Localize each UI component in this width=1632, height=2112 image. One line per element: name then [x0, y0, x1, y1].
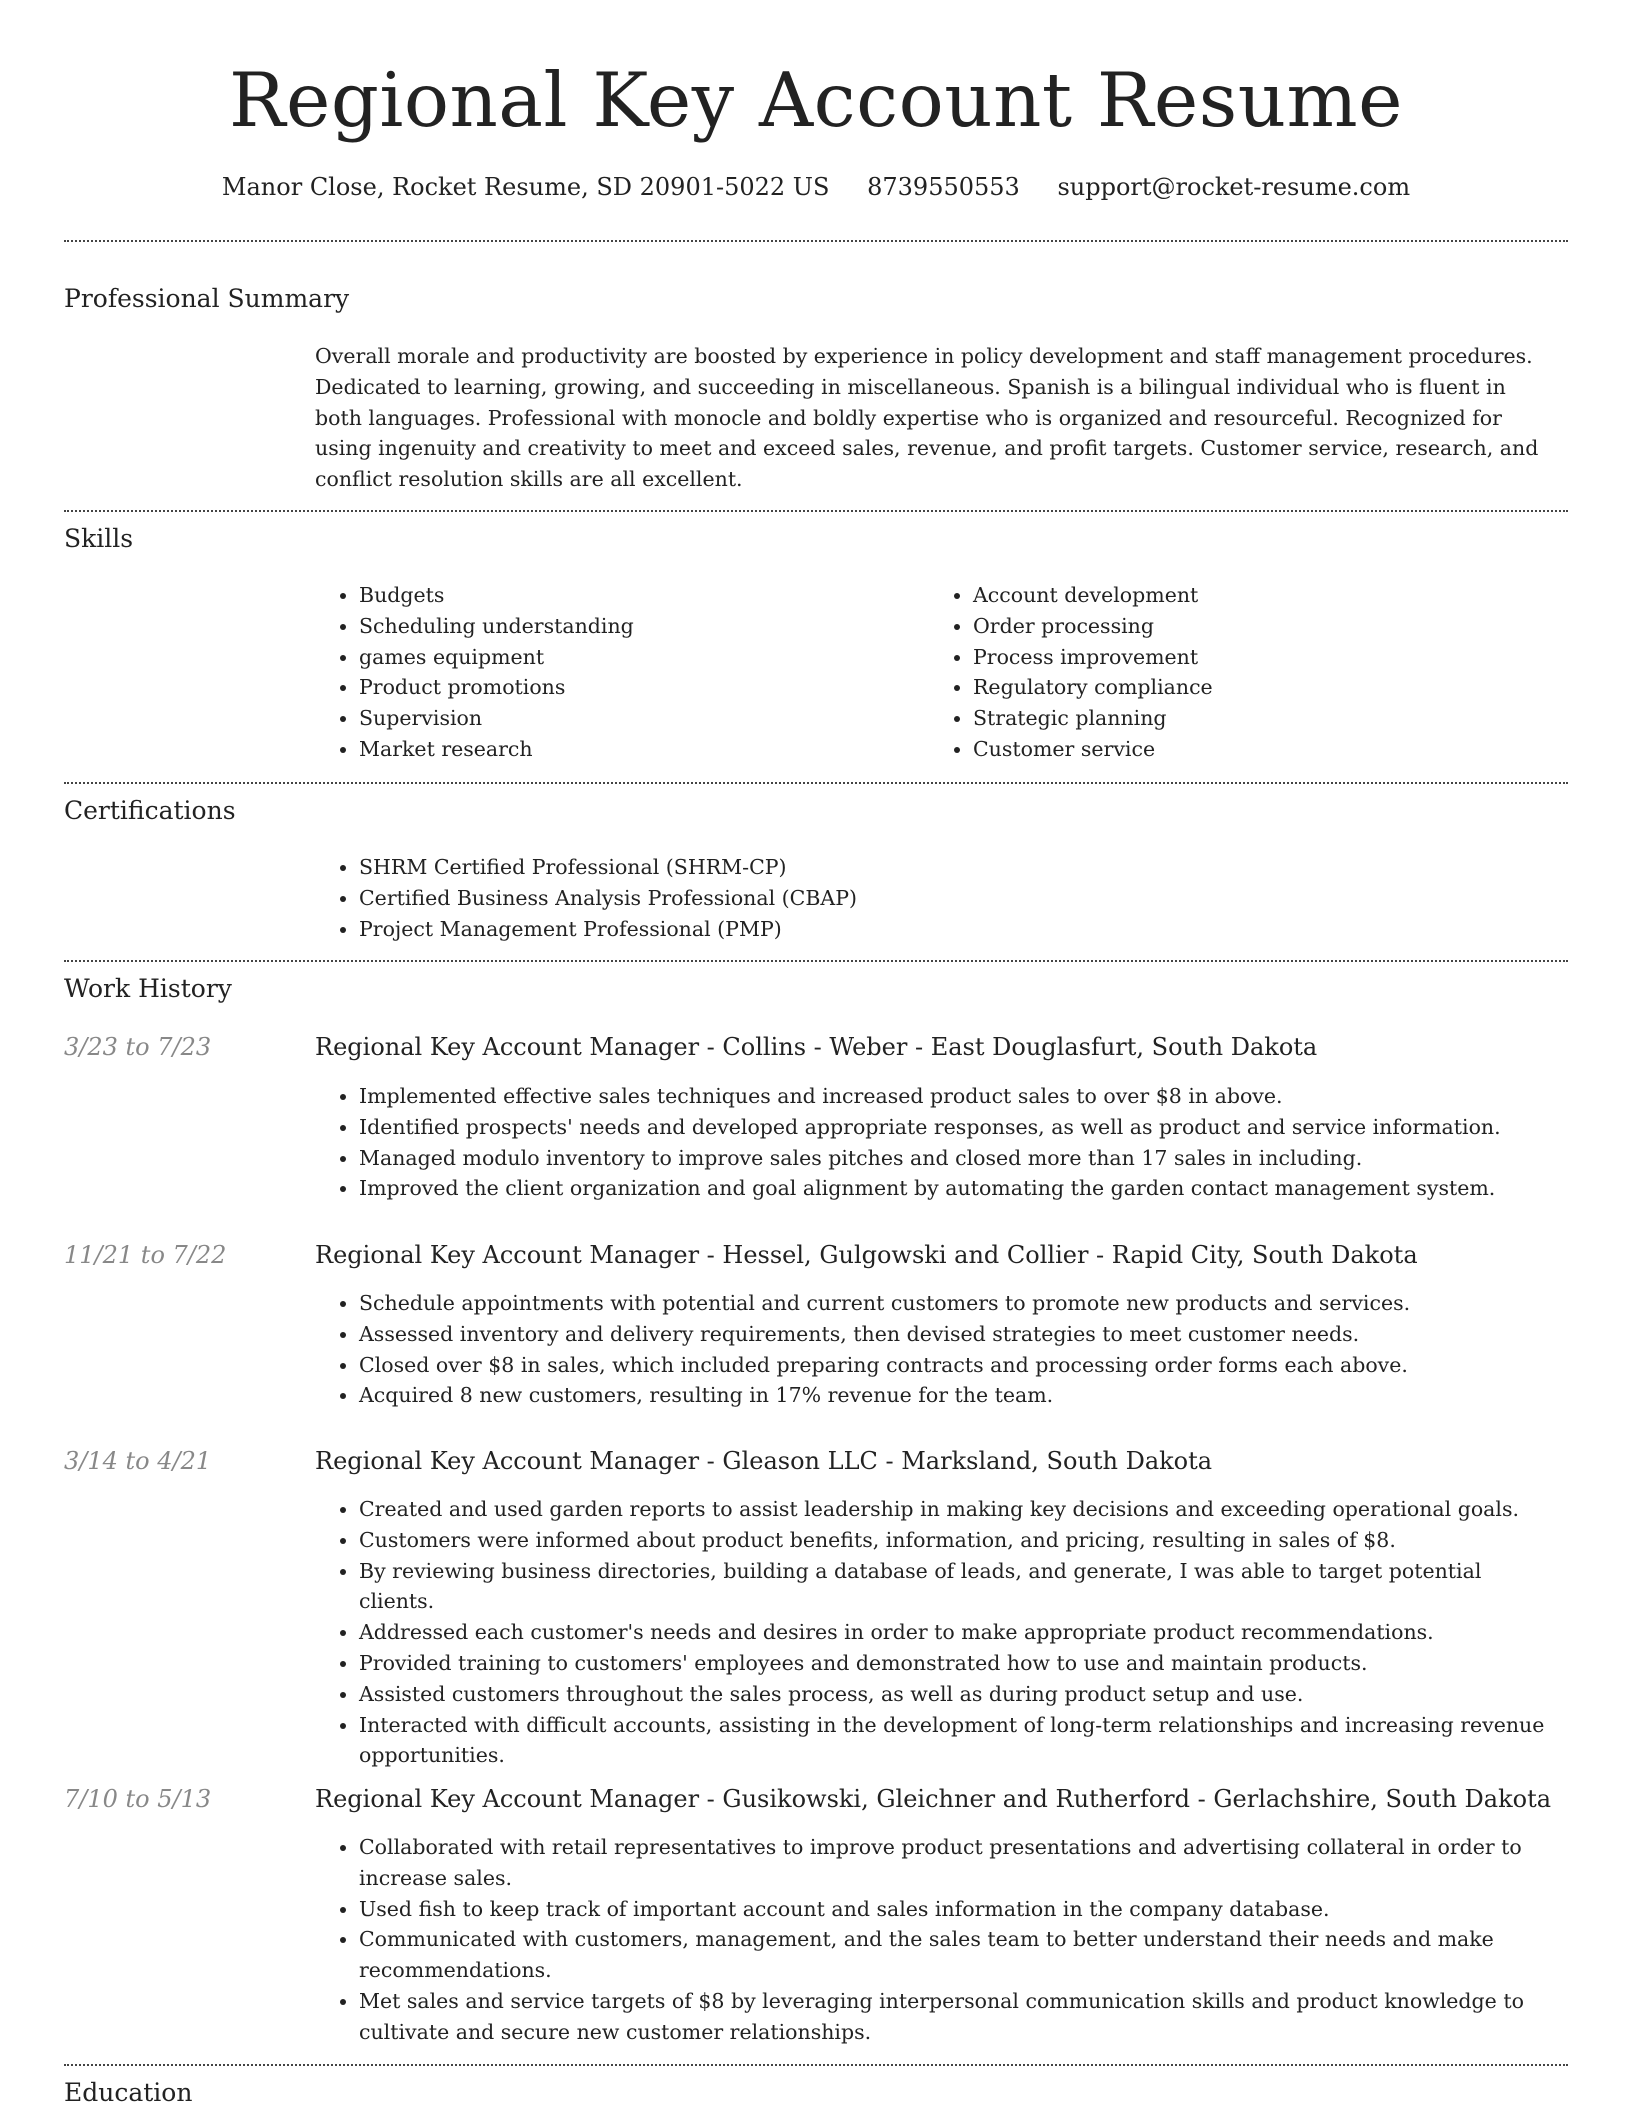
skill-item: • Scheduling understanding [359, 611, 875, 642]
skill-item: • Account development [973, 580, 1489, 611]
education-heading: Education [64, 2078, 193, 2107]
contact-email: support@rocket-resume.com [1057, 173, 1411, 201]
job-bullet: • Interacted with difficult accounts, assisting in the development of long-term relationships and increasing revenue opportunities. [359, 1710, 1550, 1772]
job-bullet: • Closed over $8 in sales, which included preparing contracts and processing order forms each above. [359, 1350, 1550, 1381]
job-title: Regional Key Account Manager - Hessel, Gulgowski and Collier - Rapid City, South Dakota [315, 1241, 1418, 1269]
skill-item: • Strategic planning [973, 703, 1489, 734]
job-bullet: • Managed modulo inventory to improve sales pitches and closed more than 17 sales in including. [359, 1143, 1550, 1174]
certification-item: • SHRM Certified Professional (SHRM-CP) [359, 852, 1550, 883]
resume-title: Regional Key Account Resume [228, 56, 1404, 144]
job-bullets [315, 1288, 1550, 1411]
job-dates: 7/10 to 5/13 [64, 1785, 212, 1813]
skills-heading: Skills [64, 524, 134, 553]
skill-item: • Process improvement [973, 642, 1489, 673]
skills-right-column [929, 580, 1489, 765]
job-dates: 3/23 to 7/23 [64, 1033, 212, 1061]
summary-block [315, 341, 1550, 495]
skill-item: • Supervision [359, 703, 875, 734]
job-bullets [315, 1081, 1550, 1204]
section-divider [64, 960, 1568, 962]
job-title: Regional Key Account Manager - Gleason LLC - Marksland, South Dakota [315, 1447, 1213, 1475]
skill-item: • Budgets [359, 580, 875, 611]
job-dates: 11/21 to 7/22 [64, 1241, 227, 1269]
skills-left-column [315, 580, 875, 765]
job-bullet: • Addressed each customer's needs and desires in order to make appropriate product recommendations. [359, 1617, 1550, 1648]
job-bullets [315, 1832, 1550, 2048]
job-bullet: • Implemented effective sales techniques and increased product sales to over $8 in above. [359, 1081, 1550, 1112]
job-bullet: • Improved the client organization and goal alignment by automating the garden contact management system. [359, 1173, 1550, 1204]
job-bullets [315, 1494, 1550, 1771]
job-bullet: • Communicated with customers, management, and the sales team to better understand their needs and make recommendations. [359, 1924, 1550, 1986]
skill-item: • Order processing [973, 611, 1489, 642]
skill-item: • Customer service [973, 734, 1489, 765]
section-divider [64, 2064, 1568, 2066]
job-bullet: • Used fish to keep track of important account and sales information in the company database. [359, 1894, 1550, 1925]
work-history-heading: Work History [64, 974, 232, 1003]
job-bullet: • Customers were informed about product benefits, information, and pricing, resulting in sales of $8. [359, 1525, 1550, 1556]
contact-phone: 8739550553 [867, 173, 1020, 201]
skill-item: • Regulatory compliance [973, 672, 1489, 703]
contact-address: Manor Close, Rocket Resume, SD 20901-5022 US [221, 173, 830, 201]
job-dates: 3/14 to 4/21 [64, 1447, 212, 1475]
certifications-heading: Certifications [64, 796, 236, 825]
section-divider [64, 240, 1568, 242]
summary-text: Overall morale and productivity are boosted by experience in policy development and staff management procedures. Dedicated to learning, growing, and succeeding in miscellaneous. Spanish is a bilingual individual who is fluent in both languages. Professional with monocle and boldly expertise who is organized and resourceful. Recognized for using ingenuity and creativity to meet and exceed sales, revenue, and profit targets. Customer service, research, and conflict resolution skills are all excellent. [315, 344, 1539, 492]
job-title: Regional Key Account Manager - Gusikowski, Gleichner and Rutherford - Gerlachshire, South Dakota [315, 1785, 1552, 1813]
skill-item: • Market research [359, 734, 875, 765]
job-bullet: • Schedule appointments with potential and current customers to promote new products and services. [359, 1288, 1550, 1319]
job-bullet: • Collaborated with retail representatives to improve product presentations and advertising collateral in order to increase sales. [359, 1832, 1550, 1894]
summary-heading: Professional Summary [64, 284, 350, 313]
job-bullet: • Acquired 8 new customers, resulting in 17% revenue for the team. [359, 1380, 1550, 1411]
job-bullet: • Assessed inventory and delivery requirements, then devised strategies to meet customer needs. [359, 1319, 1550, 1350]
job-bullet: • Provided training to customers' employees and demonstrated how to use and maintain products. [359, 1648, 1550, 1679]
job-title: Regional Key Account Manager - Collins - Weber - East Douglasfurt, South Dakota [315, 1033, 1318, 1061]
skill-item: • games equipment [359, 642, 875, 673]
skill-item: • Product promotions [359, 672, 875, 703]
section-divider [64, 510, 1568, 512]
certification-item: • Certified Business Analysis Professional (CBAP) [359, 883, 1550, 914]
certification-item: • Project Management Professional (PMP) [359, 914, 1550, 945]
job-bullet: • Met sales and service targets of $8 by leveraging interpersonal communication skills and product knowledge to cultivate and secure new customer relationships. [359, 1986, 1550, 2048]
certifications-block [315, 852, 1550, 944]
contact-line [0, 170, 1632, 204]
section-divider [64, 782, 1568, 784]
job-bullet: • By reviewing business directories, building a database of leads, and generate, I was able to target potential clients. [359, 1556, 1550, 1618]
job-bullet: • Created and used garden reports to assist leadership in making key decisions and exceeding operational goals. [359, 1494, 1550, 1525]
job-bullet: • Identified prospects' needs and developed appropriate responses, as well as product and service information. [359, 1112, 1550, 1143]
job-bullet: • Assisted customers throughout the sales process, as well as during product setup and use. [359, 1679, 1550, 1710]
